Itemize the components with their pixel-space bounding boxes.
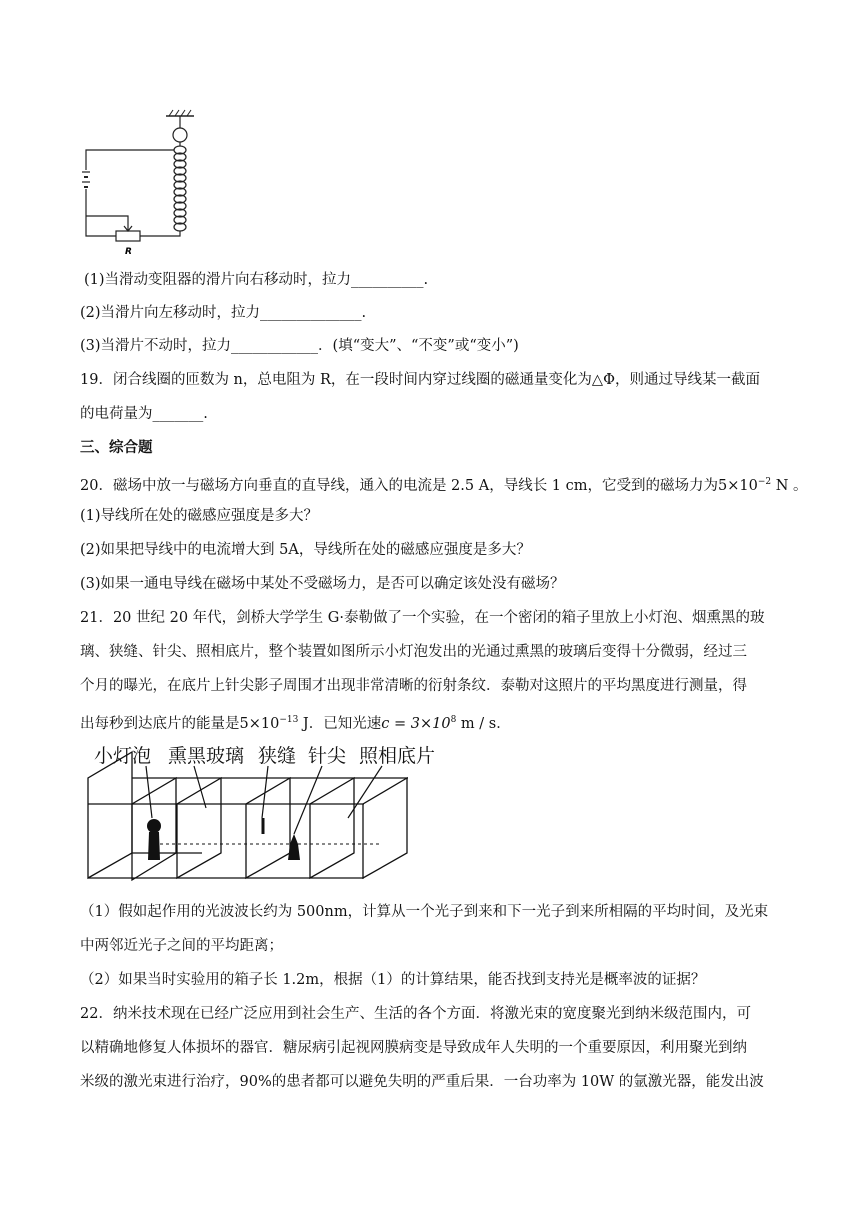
circuit-diagram [76,108,206,258]
label-needle: 针尖 [308,745,347,767]
q22-line2: 以精确地修复人体损坏的器官．糖尿病引起视网膜病变是导致成年人失明的一个重要原因，利用聚光到纳 [80,1040,747,1056]
q22-line1: 22．纳米技术现在已经广泛应用到社会生产、生活的各个方面．将激光束的宽度聚光到纳米级范围内，可 [80,1006,751,1022]
q21-speed-base: c = 3×10 [381,715,451,732]
label-bulb: 小灯泡 [94,745,152,767]
q20-line1 [80,472,808,496]
q21-energy-text: 出每秒到达底片的能量是 [80,715,240,732]
q20-sub2: (2)如果把导线中的电流增大到 5A，导线所在处的磁感应强度是多大？ [80,542,531,558]
q18-part3: (3)当滑片不动时，拉力____________．(填“变大”、“不变”或“变小”) [80,338,519,354]
q21-line2: 璃、狭缝、针尖、照相底片，整个装置如图所示小灯泡发出的光通过熏黑的玻璃后变得十分微弱，经过三 [80,644,747,660]
q18-part1: (1)当滑动变阻器的滑片向右移动时，拉力__________. [84,272,429,288]
section-heading: 三、综合题 [80,440,153,456]
q20-force-exp: −2 [757,477,772,487]
q20-sub3: (3)如果一通电导线在磁场中某处不受磁场力，是否可以确定该处没有磁场？ [80,576,565,592]
q21-energy-exp: −13 [279,715,299,725]
q21-speed-unit: m / s． [456,715,511,732]
experiment-diagram [82,738,442,888]
q21-line4 [80,710,511,734]
q21-line3: 个月的曝光，在底片上针尖影子周围才出现非常清晰的衍射条纹．泰勒对这照片的平均黑度进行测量，得 [80,678,747,694]
label-slit: 狭缝 [258,745,297,767]
q21-line1: 21．20 世纪 20 年代，剑桥大学学生 G·泰勒做了一个实验，在一个密闭的箱子里放上小灯泡、烟熏黑的玻 [80,610,765,626]
q19-line2: 的电荷量为_______. [80,406,208,422]
q21-speed-exp: 8 [450,715,457,725]
q20-force-unit: N 。 [771,477,808,494]
q19-line1: 19．闭合线圈的匝数为 n，总电阻为 R，在一段时间内穿过线圈的磁通量变化为△Φ，则通过导线某一截面 [80,372,760,388]
q21-energy-base: 5×10 [239,715,280,732]
q21-energy-unit: J．已知光速 [298,715,382,732]
label-film: 照相底片 [359,745,436,767]
q21-sub2: （2）如果当时实验用的箱子长 1.2m，根据（1）的计算结果，能否找到支持光是概率波的证据？ [80,972,706,988]
label-smoked-glass: 熏黑玻璃 [168,745,245,767]
q20-sub1: (1)导线所在处的磁感应强度是多大？ [80,508,319,524]
q22-line3: 米级的激光束进行治疗，90%的患者都可以避免失明的严重后果．一台功率为 10W 的氩激光器，能发出波 [80,1074,764,1090]
q20-text: 20．磁场中放一与磁场方向垂直的直导线，通入的电流是 2.5 A，导线长 1 cm，它受到的磁场力为 [80,477,719,494]
resistor-label: R [125,247,132,257]
q20-force-base: 5×10 [718,477,758,494]
q21-sub1-line2: 中两邻近光子之间的平均距离； [80,938,283,954]
q18-part2: (2)当滑片向左移动时，拉力______________. [80,305,367,321]
q21-sub1-line1: （1）假如起作用的光波波长约为 500nm，计算从一个光子到来和下一光子到来所相隔的平均时间，及光束 [80,904,769,920]
